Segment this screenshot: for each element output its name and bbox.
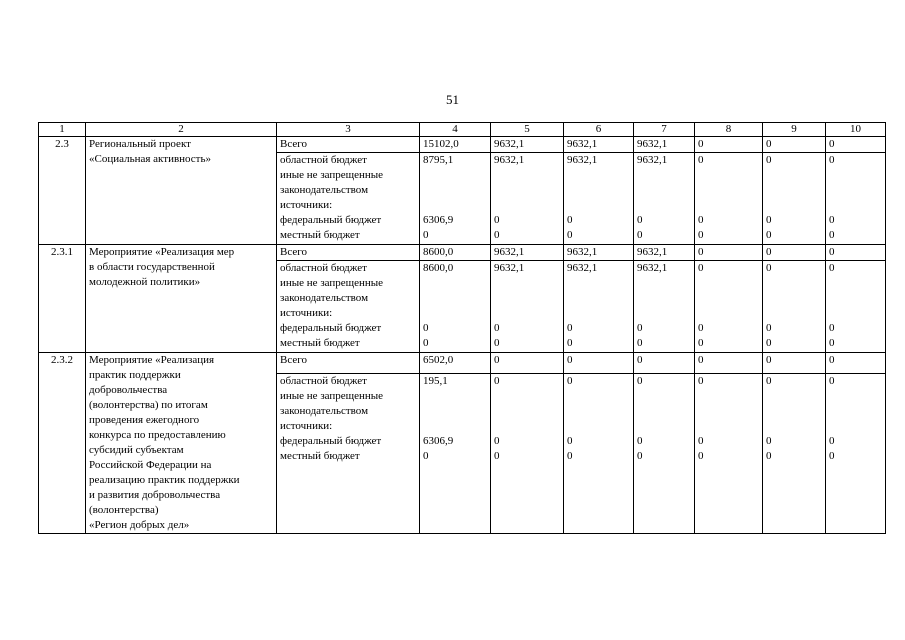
cell-value: 0: [698, 375, 704, 387]
value-cell: [491, 153, 564, 245]
funding-label: иные не запрещенные: [280, 390, 384, 402]
funding-label: областной бюджет: [280, 262, 367, 274]
cell-value: 0: [829, 354, 835, 366]
value-cell: [634, 137, 695, 153]
item-name-line: и развития добровольчества: [89, 489, 221, 501]
cell-value: 0: [829, 262, 835, 274]
cell-value: 0: [494, 375, 500, 387]
cell-value: 0: [567, 450, 573, 462]
cell-value: 0: [698, 246, 704, 258]
cell-value: 0: [766, 450, 772, 462]
value-cell: [695, 261, 763, 353]
item-name-line: Региональный проект: [89, 138, 191, 150]
budget-table: [38, 122, 886, 534]
value-cell: [826, 374, 886, 534]
cell-value: 195,1: [423, 375, 448, 387]
cell-value: 0: [423, 322, 429, 334]
item-number: 2.3.2: [39, 353, 86, 534]
funding-label: областной бюджет: [280, 154, 367, 166]
funding-label: областной бюджет: [280, 375, 367, 387]
cell-value: 9632,1: [637, 154, 668, 166]
cell-value: 0: [829, 435, 835, 447]
item-name: [86, 245, 277, 353]
funding-label: местный бюджет: [280, 450, 360, 462]
cell-value: 0: [698, 154, 704, 166]
value-cell: [826, 137, 886, 153]
item-name-line: Мероприятие «Реализация: [89, 354, 215, 366]
value-cell: [634, 353, 695, 374]
funding-label-total: [277, 353, 420, 374]
cell-value: 0: [766, 138, 772, 150]
column-header: 1: [39, 123, 86, 137]
value-cell: [634, 153, 695, 245]
value-cell: [695, 353, 763, 374]
cell-value: 0: [567, 229, 573, 241]
funding-label: законодательством: [280, 405, 369, 417]
cell-value: 0: [494, 229, 500, 241]
cell-value: 0: [766, 262, 772, 274]
cell-value: 0: [829, 214, 835, 226]
item-name-line: (волонтерства): [89, 504, 159, 516]
funding-label: законодательством: [280, 292, 369, 304]
funding-labels: [277, 261, 420, 353]
value-cell: [491, 245, 564, 261]
cell-value: 0: [423, 337, 429, 349]
value-cell: [491, 261, 564, 353]
item-number: 2.3: [39, 137, 86, 245]
item-name-line: в области государственной: [89, 261, 215, 273]
cell-value: 0: [829, 450, 835, 462]
cell-value: 0: [698, 354, 704, 366]
funding-label: иные не запрещенные: [280, 277, 384, 289]
column-header: 10: [826, 123, 886, 137]
cell-value: 8600,0: [423, 262, 454, 274]
cell-value: 0: [829, 375, 835, 387]
funding-label: местный бюджет: [280, 229, 360, 241]
cell-value: 9632,1: [567, 138, 598, 150]
funding-labels: [277, 374, 420, 534]
value-cell: [763, 374, 826, 534]
cell-value: 9632,1: [494, 246, 525, 258]
cell-value: 9632,1: [637, 262, 668, 274]
column-header: 4: [420, 123, 491, 137]
cell-value: 0: [637, 375, 643, 387]
cell-value: 0: [567, 322, 573, 334]
column-header: 7: [634, 123, 695, 137]
cell-value: 0: [494, 354, 500, 366]
value-cell: [564, 153, 634, 245]
funding-label: федеральный бюджет: [280, 214, 382, 226]
value-cell: [420, 374, 491, 534]
value-cell: [491, 137, 564, 153]
value-cell: [826, 153, 886, 245]
column-header: 2: [86, 123, 277, 137]
cell-value: 0: [698, 229, 704, 241]
funding-label: федеральный бюджет: [280, 435, 382, 447]
cell-value: 9632,1: [567, 262, 598, 274]
column-header: 5: [491, 123, 564, 137]
cell-value: 0: [494, 337, 500, 349]
cell-value: 0: [829, 337, 835, 349]
cell-value: 0: [637, 337, 643, 349]
page-number: 51: [446, 92, 459, 107]
cell-value: 0: [766, 229, 772, 241]
cell-value: 0: [637, 435, 643, 447]
value-cell: [420, 353, 491, 374]
value-cell: [564, 374, 634, 534]
value-cell: [420, 137, 491, 153]
value-cell: [763, 245, 826, 261]
column-header: 6: [564, 123, 634, 137]
cell-value: 0: [567, 337, 573, 349]
program-row-total: [39, 353, 886, 374]
funding-labels: [277, 153, 420, 245]
cell-value: 0: [829, 322, 835, 334]
cell-value: 0: [698, 322, 704, 334]
cell-value: 15102,0: [423, 138, 459, 150]
cell-value: 0: [766, 337, 772, 349]
cell-value: 0: [698, 138, 704, 150]
item-name-line: Российской Федерации на: [89, 459, 212, 471]
value-cell: [420, 153, 491, 245]
column-header: 8: [695, 123, 763, 137]
cell-value: 0: [567, 435, 573, 447]
item-name-line: молодежной политики»: [89, 276, 201, 288]
cell-value: 9632,1: [494, 154, 525, 166]
funding-label: Всего: [280, 138, 307, 150]
value-cell: [634, 374, 695, 534]
funding-label: федеральный бюджет: [280, 322, 382, 334]
cell-value: 6306,9: [423, 214, 454, 226]
cell-value: 0: [637, 354, 643, 366]
cell-value: 0: [423, 450, 429, 462]
item-name-line: конкурса по предоставлению: [89, 429, 226, 441]
item-name-line: «Регион добрых дел»: [89, 519, 190, 531]
cell-value: 9632,1: [567, 246, 598, 258]
value-cell: [634, 261, 695, 353]
cell-value: 0: [829, 229, 835, 241]
cell-value: 0: [766, 435, 772, 447]
value-cell: [564, 261, 634, 353]
budget-table-body: [39, 123, 886, 534]
cell-value: 0: [698, 435, 704, 447]
value-cell: [826, 353, 886, 374]
value-cell: [564, 137, 634, 153]
column-header: 9: [763, 123, 826, 137]
cell-value: 9632,1: [494, 138, 525, 150]
cell-value: 0: [766, 354, 772, 366]
value-cell: [420, 245, 491, 261]
funding-label: источники:: [280, 420, 333, 432]
funding-label: Всего: [280, 246, 307, 258]
cell-value: 9632,1: [494, 262, 525, 274]
item-name: [86, 137, 277, 245]
cell-value: 0: [423, 229, 429, 241]
value-cell: [763, 261, 826, 353]
value-cell: [826, 261, 886, 353]
cell-value: 0: [637, 229, 643, 241]
cell-value: 0: [766, 375, 772, 387]
cell-value: 0: [637, 450, 643, 462]
value-cell: [763, 137, 826, 153]
cell-value: 0: [829, 246, 835, 258]
item-name-line: реализацию практик поддержки: [89, 474, 240, 486]
funding-label: местный бюджет: [280, 337, 360, 349]
funding-label: источники:: [280, 307, 333, 319]
value-cell: [695, 153, 763, 245]
cell-value: 0: [494, 435, 500, 447]
cell-value: 0: [494, 322, 500, 334]
cell-value: 0: [637, 322, 643, 334]
value-cell: [695, 245, 763, 261]
item-name-line: проведения ежегодного: [89, 414, 200, 426]
cell-value: 0: [829, 154, 835, 166]
item-name-line: «Социальная активность»: [89, 153, 212, 165]
cell-value: 0: [766, 322, 772, 334]
cell-value: 0: [698, 450, 704, 462]
value-cell: [763, 153, 826, 245]
cell-value: 0: [829, 138, 835, 150]
cell-value: 0: [698, 262, 704, 274]
cell-value: 0: [766, 214, 772, 226]
value-cell: [695, 374, 763, 534]
item-name: [86, 353, 277, 534]
funding-label: иные не запрещенные: [280, 169, 384, 181]
item-number: 2.3.1: [39, 245, 86, 353]
item-name-line: (волонтерства) по итогам: [89, 399, 208, 411]
funding-label: законодательством: [280, 184, 369, 196]
funding-label: источники:: [280, 199, 333, 211]
cell-value: 0: [637, 214, 643, 226]
value-cell: [634, 245, 695, 261]
value-cell: [564, 245, 634, 261]
value-cell: [763, 353, 826, 374]
cell-value: 6502,0: [423, 354, 454, 366]
item-name-line: практик поддержки: [89, 369, 181, 381]
cell-value: 0: [698, 214, 704, 226]
funding-label-total: [277, 137, 420, 153]
funding-label-total: [277, 245, 420, 261]
cell-value: 0: [567, 354, 573, 366]
program-row-total: [39, 137, 886, 153]
cell-value: 8795,1: [423, 154, 454, 166]
cell-value: 0: [494, 214, 500, 226]
item-name-line: Мероприятие «Реализация мер: [89, 246, 235, 258]
cell-value: 0: [766, 154, 772, 166]
value-cell: [420, 261, 491, 353]
program-row-total: [39, 245, 886, 261]
cell-value: 0: [567, 375, 573, 387]
value-cell: [564, 353, 634, 374]
cell-value: 0: [567, 214, 573, 226]
cell-value: 9632,1: [637, 246, 668, 258]
funding-label: Всего: [280, 354, 307, 366]
item-name-line: добровольчества: [89, 384, 168, 396]
cell-value: 6306,9: [423, 435, 454, 447]
value-cell: [695, 137, 763, 153]
cell-value: 9632,1: [567, 154, 598, 166]
cell-value: 0: [766, 246, 772, 258]
value-cell: [491, 374, 564, 534]
cell-value: 0: [698, 337, 704, 349]
cell-value: 9632,1: [637, 138, 668, 150]
item-name-line: субсидий субъектам: [89, 444, 184, 456]
header-row: [39, 123, 886, 137]
column-header: 3: [277, 123, 420, 137]
value-cell: [491, 353, 564, 374]
value-cell: [826, 245, 886, 261]
cell-value: 0: [494, 450, 500, 462]
cell-value: 8600,0: [423, 246, 454, 258]
